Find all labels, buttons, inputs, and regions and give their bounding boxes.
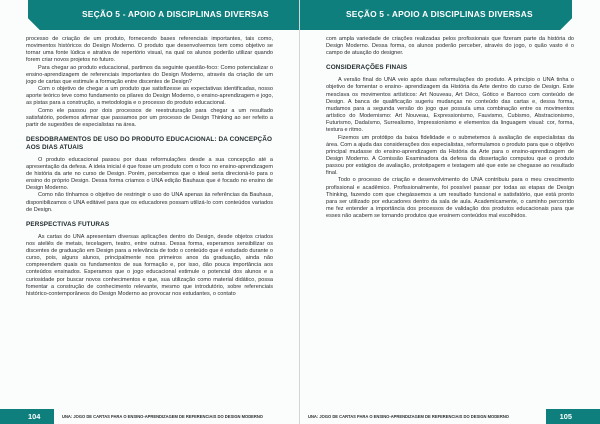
paragraph: processo de criação de um produto, fornecendo bases referenciais importantes, tais como, movimentos históricos do Design Moderno. O produto que desenvolvemos tem como objetivo se tornar uma fonte lúdica e atrativa de repertório visual, na qual os alunos poderão utilizar quando forem criar novos projetos no futuro. <box>26 36 273 64</box>
paragraph: Todo o processo de criação e desenvolvimento do UNA contribuiu para o meu crescimento profissional e acadêmico. Profissionalmente, foi possível passar por todas as etapas de Design Thinking, fazendo com que chegássemos a um resultado funcional e satisfatório, que está pronto para ser utilizado por educadores dentro da sala de aula. Academicamente, o caminho percorrido me fez entender a importância dos processos de validação dos produtos educacionais para que esses não acabem se tornando produtos que ensinem conteúdos mal escolhidos. <box>326 177 574 220</box>
footer-running-title: UNA: JOGO DE CARTAS PARA O ENSINO-APRENDIZAGEM DE REFERENCIAIS DO DESIGN MODERNO <box>62 414 263 419</box>
paragraph: As cartas do UNA apresentam diversas aplicações dentro do Design, desde objetos criados nos ateliês de metais, tecelagem, teatro, entre outras. Dessa forma, esperamos sensibilizar os discentes de graduação em Design para a relevância de todo o conteúdo que é estudado durante o curso, pois, alguns alunos, principalmente nos primeiros anos da graduação, ainda não compreendem quais os fundamentos de sua formação e, por isso, dão pouca importância aos conteúdos ensinados. Esperamos que o jogo educacional estimule o potencial dos alunos e a curiosidade por buscar novos conhecimentos e que, sua utilização como material didático, possa fomentar a construção de conhecimento relevante, mesmo que introdutório, sobre referenciais histórico-contemporâneos do Design Moderno ao provocar nos estudantes, o contato <box>26 233 273 297</box>
right-page-body <box>326 36 574 220</box>
page-footer <box>0 409 299 424</box>
page-footer <box>300 409 600 424</box>
page-number-tab <box>546 409 600 424</box>
page-number: 104 <box>28 412 41 421</box>
section-heading: DESDOBRAMENTOS DE USO DO PRODUTO EDUCACIONAL: DA CONCEPÇÃO AOS DIAS ATUAIS <box>26 136 273 151</box>
section-header-title: SEÇÃO 5 - APOIO A DISCIPLINAS DIVERSAS <box>82 9 269 19</box>
left-page-body <box>26 36 273 298</box>
paragraph: Fizemos um protótipo da baixa fidelidade e o submetemos à avaliação de especialistas da área. Com a ajuda das considerações dos especialistas, reformulamos o produto para que o objetivo principal mudasse do ensino-aprendizagem da História da Arte para o ensino-aprendizagem de Design Moderno. A Comissão Examinadora da defesa da dissertação computou que o produto passou por estágios de avaliação, prototipagem e testagem até que este se chegasse ao resultado final. <box>326 134 574 177</box>
page-number: 105 <box>559 412 572 421</box>
footer-running-title: UNA: JOGO DE CARTAS PARA O ENSINO-APRENDIZAGEM DE REFERENCIAIS DO DESIGN MODERNO <box>308 414 509 419</box>
paragraph: O produto educacional passou por duas reformulações desde a sua concepção até a apresentação da defesa. A ideia inicial é que fosse um produto com o foco no ensino-aprendizagem de história da arte no curso de Design. Porém, percebemos que o ideal seria direcioná-lo para o ensino do próprio Design. Dessa forma criamos o UNA edição Bauhaus que é focado no ensino de Design Moderno. <box>26 156 273 192</box>
paragraph: Como não tínhamos o objetivo de restringir o uso do UNA apenas às referências da Bauhaus, disponibilizamos o UNA editável para que os educadores possam utilizá-lo com conteúdos variados de Design. <box>26 192 273 213</box>
page-number-tab <box>0 409 54 424</box>
section-heading: CONSIDERAÇÕES FINAIS <box>326 64 408 72</box>
paragraph: Com o objetivo de chegar a um produto que satisfizesse as expectativas identificadas, nosso aporte teórico teve como fundamento os pilares do Design Moderno, o ensino-aprendizagem e jogo, as pistas para a construção, a metodologia e o processo do produto educacional. <box>26 86 273 107</box>
section-heading: PERSPECTIVAS FUTURAS <box>26 220 110 228</box>
paragraph: A versão final do UNA veio após duas reformulações do produto. A princípio o UNA tinha o objetivo de fomentar o ensino- aprendizagem da História da Arte dentro do curso de Design. Este mesclava os movimentos artísticos: Art Nouveau, Art Déco, Gótico e Barroco com conteúdo de Design. A banca de qualificação sugeriu mudanças no conteúdo das cartas e, dessa forma, mudamos para a segunda versão do jogo que possuía uma combinação entre os movimentos artístico do Modernismo: Art Nouveau, Expressionismo, Fauvismo, Cubismo, Abstracionismo, Futurismo, Dadaísmo, Surrealismo, Impressionismo e elementos da linguagem visual: cor, forma, textura e ritmo. <box>326 77 574 134</box>
paragraph: Para chegar ao produto educacional, partimos da seguinte questão-foco: Como potencializar o ensino-aprendizagem de referenciais importantes do Design Moderno, através da criação de um jogo de cartas que estimule a formação entre discentes de Design? <box>26 64 273 85</box>
paragraph: com ampla variedade de criações realizadas pelos profissionais que fizeram parte da história do Design Moderno. Dessa forma, os alunos poderão perceber, através do jogo, o quão vasto é o campo de atuação do designer. <box>326 36 574 57</box>
right-page <box>300 0 600 424</box>
section-header-title: SEÇÃO 5 - APOIO A DISCIPLINAS DIVERSAS <box>346 9 533 19</box>
paragraph: Como ele passou por dois processos de reestruturação para chegar a um resultado satisfatório, podemos afirmar que passamos por um processo de Design Thinking ao ser refeito a partir de sugestões de especialistas na área. <box>26 107 273 128</box>
